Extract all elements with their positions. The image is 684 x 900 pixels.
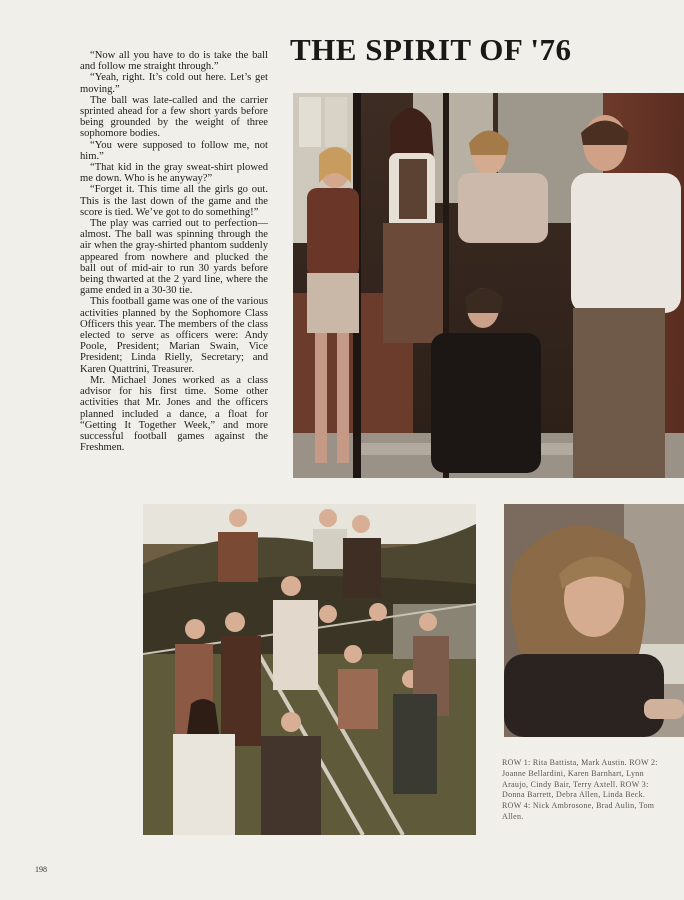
story-paragraph: “Forget it. This time all the girls go out. This is the last down of the game and the score is tied. We’ve got to do something!” xyxy=(80,184,268,218)
page-number: 198 xyxy=(35,865,47,874)
story-paragraph: The play was carried out to perfection—almost. The ball was spinning through the air when the gray-shirted phantom suddenly appeared from nowhere and plucked the ball out of mid-air to run 30 yards before being thwarted at the 2 yard line, where the game ended in a 30-30 tie. xyxy=(80,218,268,297)
officers-photo-image xyxy=(293,93,684,478)
caption-line: Allen. xyxy=(502,811,524,821)
story-paragraph: “You were supposed to follow me, not him.” xyxy=(80,139,268,162)
story-paragraph: “That kid in the gray sweat-shirt plowed me down. Who is he anyway?” xyxy=(80,162,268,185)
story-paragraph: Mr. Michael Jones worked as a class advisor for his first time. Some other activities that Mr. Jones and the officers planned included a dance, a float for “Getting It Together Week,” and more successful football games against the Freshmen. xyxy=(80,374,268,454)
portrait-photo xyxy=(504,504,684,737)
caption-line: ROW 1: Rita Battista, Mark Austin. ROW 2: xyxy=(502,758,658,767)
caption-line: Donna Barrett, Debra Allen, Linda Beck. xyxy=(502,790,646,800)
photo-caption xyxy=(502,758,684,823)
caption-line: Joanne Bellardini, Karen Barnhart, Lynn xyxy=(502,768,644,778)
story-paragraph: “Now all you have to do is take the ball and follow me straight through.” xyxy=(80,50,268,73)
page-title: THE SPIRIT OF '76 xyxy=(290,32,572,67)
group-photo-image xyxy=(143,504,476,835)
story-paragraph: “Yeah, right. It’s cold out here. Let’s get moving.” xyxy=(80,72,268,95)
officers-photo xyxy=(293,93,684,478)
group-photo xyxy=(143,504,476,835)
story-column xyxy=(80,50,268,453)
portrait-photo-image xyxy=(504,504,684,737)
story-paragraph: The ball was late-called and the carrier sprinted ahead for a few short yards before being grounded by the weight of three sophomore bodies. xyxy=(80,94,268,140)
caption-line: ROW 4: Nick Ambrosone, Brad Aulin, Tom xyxy=(502,801,655,811)
caption-line: Araujo, Cindy Bair, Terry Axtell. ROW 3: xyxy=(502,779,649,789)
story-paragraph: This football game was one of the various activities planned by the Sophomore Class Officers this year. The members of the class elected to serve as officers were: Andy Poole, President; Marian Swain, Vice President; Linda Rielly, Secretary; and Karen Quattrini, Treasurer. xyxy=(80,296,268,375)
